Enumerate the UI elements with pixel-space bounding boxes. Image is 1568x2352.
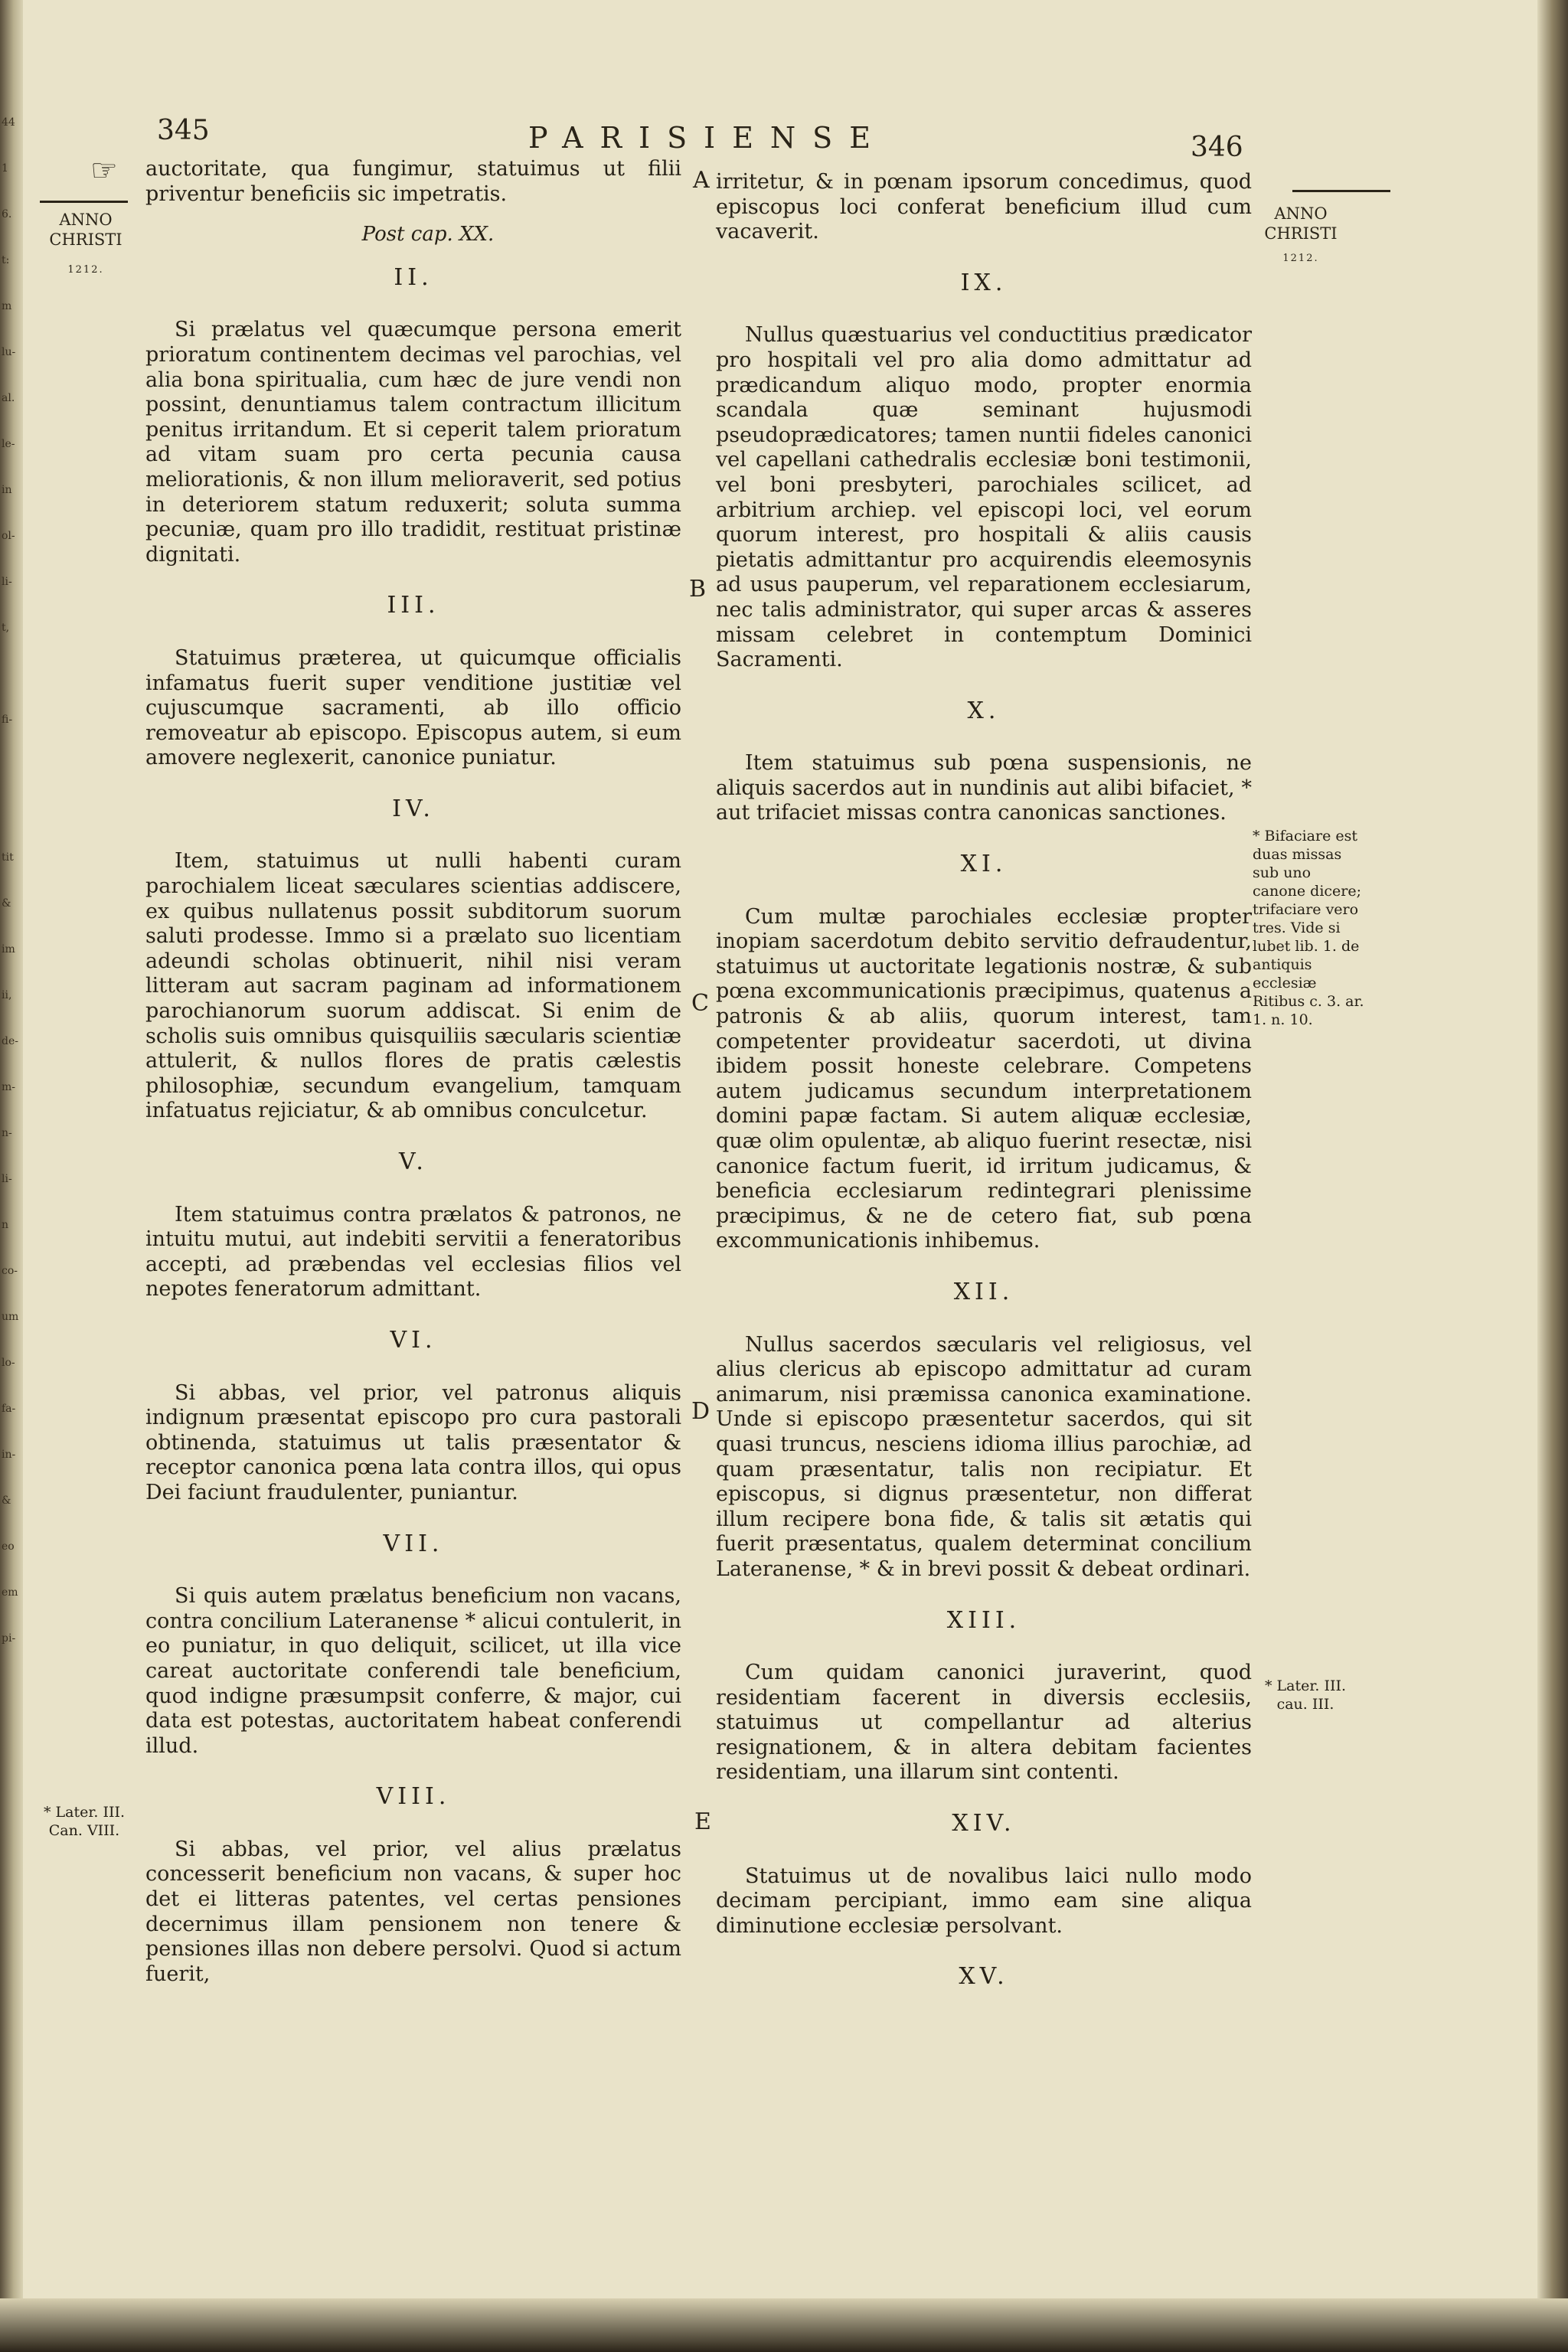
margin-note-lateran-right: * Later. III. cau. III. (1265, 1677, 1346, 1713)
section-text-xi: Cum multæ parochiales ecclesiæ propter inopiam sacerdotum debito servitio defraudentur, statuimus ut auctoritate legationis nostræ, & sub pœna excommunicationis præcipimus, quatenus a patronis & ab aliis, quorum interest, tam competenter provideatur sacerdoti, ut divina ibidem possit honeste celebrare. Competens autem judicamus secundum interpretationem domini papæ factam. Si autem aliquæ ecclesiæ, quæ olim opulentæ, ab aliquo fuerint resectæ, nisi canonice factum fuerit, id irritum judicamus, & beneficia ecclesiarum redintegrari plenissime præcipimus, & ne de cetero fiat, sub pœna excommunicationis inhibemus. (716, 904, 1252, 1253)
previous-page-edge (0, 0, 23, 2352)
section-text-viii: Si abbas, vel prior, vel alius prælatus concesserit beneficium non vacans, & super hoc det ei litteras patentes, vel certas pensiones decernimus illam pensionem non tenere & pensiones illas non debere persolvi. Quod si actum fuerit, (145, 1837, 681, 1986)
marker-c: C (691, 990, 709, 1017)
pointing-hand-icon: ☞ (90, 153, 118, 188)
right-column (716, 170, 1252, 1990)
marker-a: A (693, 167, 710, 194)
marker-b: B (689, 576, 707, 603)
marker-d: D (691, 1398, 710, 1425)
section-heading-vi: VI. (390, 1326, 437, 1354)
section-heading-v: V. (399, 1148, 428, 1175)
section-text-xiv: Statuimus ut de novalibus laici nullo modo decimam percipiant, immo eam sine aliqua diminutione ecclesiæ persolvant. (716, 1864, 1252, 1938)
margin-rule-right (1292, 190, 1390, 192)
section-heading-xi: XI. (960, 851, 1008, 878)
section-text-ix: Nullus quæstuarius vel conductitius prædicator pro hospitali vel pro alia domo admittatur ad prædicandum aliquo modo, propter enormia scandala quæ seminant hujusmodi pseudoprædicatores; tamen nuntii fideles canonici vel capellani cathedralis ecclesiæ boni testimonii, vel boni presbyteri, parochiales scilicet, ad arbitrium archiep. vel episcopi loci, vel eorum quorum interest, pro hospitali & aliis causis pietatis admittantur pro acquirendis eleemosynis ad usus pauperum, vel reparationem ecclesiarum, nec talis administrator, qui super arcas & asseres missam celebret in contemptum Dominici Sacramenti. (716, 323, 1252, 672)
running-title: PARISIENSE (528, 121, 887, 155)
section-heading-iii: III. (387, 592, 440, 619)
section-text-vii: Si quis autem prælatus beneficium non vacans, contra concilium Lateranense * alicui contulerit, in eo puniatur, in quo deliquit, scilicet, ut illa vice careat auctoritate conferendi tale beneficium, quod indigne præsumpsit conferre, & major, cui data est potestas, auctoritatem habeat conferendi illud. (145, 1584, 681, 1758)
left-column (145, 157, 681, 1987)
right-opening-text: irritetur, & in pœnam ipsorum concedimus, quod episcopus loci conferat beneficium illud cum vacaverit. (716, 170, 1252, 244)
section-heading-viii: VIII. (376, 1783, 451, 1811)
year-right: 1212. (1282, 253, 1319, 264)
page-bottom-edge (0, 2298, 1568, 2352)
section-text-iii: Statuimus præterea, ut quicumque officialis infamatus fuerit super venditione justitiæ vel cujuscumque sacramenti, ab illo officio removeatur ab episcopo. Episcopus autem, si eum amovere neglexerit, canonice puniatur. (145, 645, 681, 770)
marker-e: E (694, 1808, 711, 1835)
page-number-left: 345 (157, 115, 210, 146)
section-heading-xiv: XIV. (952, 1810, 1016, 1838)
year-left: 1212. (67, 264, 104, 276)
section-text-xii: Nullus sacerdos sæcularis vel religiosus, vel alius clericus ab episcopo admittatur ad curam animarum, nisi præmissa canonica examinatione. Unde si episcopo præsentetur sacerdos, qui sit quasi truncus, nesciens idioma illius parochiæ, ad quam præsentatur, talis non recipiatur. Et episcopus, si dignus præsentetur, non differat illum recipere bona fide, & talis sit ætatis qui fuerit præsentatus, qualem determinat concilium Lateranense, * & in brevi possit & debeat ordinari. (716, 1332, 1252, 1581)
section-text-v: Item statuimus contra prælatos & patronos, ne intuitu mutui, aut indebiti servitii a feneratoribus accepti, ad præbendas vel ecclesias filios vel nepotes feneratorum admittant. (145, 1202, 681, 1302)
page-right-edge (1537, 0, 1568, 2352)
section-heading-xii: XII. (953, 1278, 1014, 1305)
anno-christi-label-right: ANNO CHRISTI (1264, 204, 1338, 243)
anno-christi-label-left: ANNO CHRISTI (49, 211, 122, 249)
section-text-xiii: Cum quidam canonici juraverint, quod residentiam facerent in diversis ecclesiis, statuimus ut compellantur ad alterius resignationem, & in altera debitam facientes residentiam, una illarum sint contenti. (716, 1661, 1252, 1785)
post-cap-heading: Post cap. XX. (361, 223, 495, 247)
section-heading-xiii: XIII. (946, 1606, 1021, 1634)
previous-page-fragment-text: 44 1 6. t: m lu- al. le- in ol- li- t, fi- tit & im ii, de- m- n- li- n co- um lo- fa- in- & eo em pi- (2, 116, 19, 1645)
section-heading-iv: IV. (392, 795, 435, 822)
left-opening-text: auctoritate, qua fungimur, statuimus ut filii priventur beneficiis sic impetratis. (145, 157, 681, 206)
section-heading-vii: VII. (383, 1530, 444, 1557)
section-text-x: Item statuimus sub pœna suspensionis, ne aliquis sacerdos aut in nundinis aut alibi bifaciet, * aut trifaciet missas contra canonicas sanctiones. (716, 751, 1252, 825)
section-text-vi: Si abbas, vel prior, vel patronus aliquis indignum præsentat episcopo pro cura pastorali obtinenda, statuimus ut talis præsentator & receptor canonica pœna lata contra illos, qui opus Dei faciunt fraudulenter, puniantur. (145, 1380, 681, 1504)
section-heading-ii: II. (394, 263, 433, 291)
margin-rule-left (40, 201, 128, 203)
section-heading-xv: XV. (959, 1963, 1009, 1991)
section-heading-ix: IX. (960, 269, 1008, 296)
section-text-ii: Si prælatus vel quæcumque persona emerit prioratum continentem decimas vel parochias, vel alia bona spiritualia, cum hæc de jure vendi non possint, denuntiamus talem contractum illicitum penitus irritandum. Et si ceperit talem prioratum ad vitam suam pro certa pecunia causa meliorationis, & non illum melioraverit, sed potius in deteriorem statum reduxerit; soluta summa pecuniæ, quam pro illo tradidit, restituat pristinæ dignitati. (145, 318, 681, 567)
section-text-iv: Item, statuimus ut nulli habenti curam parochialem liceat sæculares scientias addiscere, ex quibus nullatenus possit subditorum suorum saluti prodesse. Immo si a prælato suo licentiam adeundi scholas obtinuerit, nihil nisi veram litteram aut sacram paginam ad informationem parochianorum suorum addiscat. Si enim de scholis suis omnibus quisquiliis sæcularis scientiæ attulerit, & nullos flores de pratis cælestis philosophiæ, secundum evangelium, tamquam infatuatus rejiciatur, & ab omnibus conculcetur. (145, 849, 681, 1123)
margin-note-bifaciare: * Bifaciare est duas missas sub uno canone dicere; trifaciare vero tres. Vide si lubet lib. 1. de antiquis ecclesiæ Ritibus c. 3. ar. 1. n. 10. (1253, 828, 1364, 1028)
margin-note-lateran-left: * Later. III. Can. VIII. (44, 1804, 125, 1839)
section-heading-x: X. (967, 697, 1001, 724)
page-number-right: 346 (1191, 132, 1243, 163)
